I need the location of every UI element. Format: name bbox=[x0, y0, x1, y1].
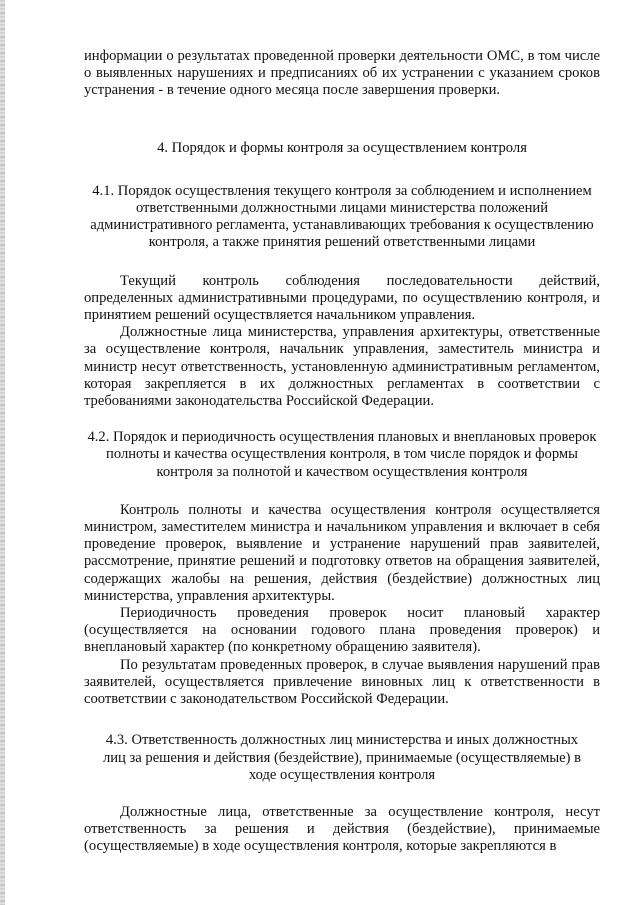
subsection-4-2-heading: 4.2. Порядок и периодичность осуществления плановых и внеплановых проверок полноты и качества осуществления контроля, в том числе порядок и формы контроля за полнотой и качеством осуществления контроля bbox=[87, 429, 597, 480]
intro-paragraph: информации о результатах проведенной проверки деятельности ОМС, в том числе о выявленных нарушениях и предписаниях об их устранении с указанием сроков устранения - в течение одного месяца после завершения проверки. bbox=[84, 48, 600, 99]
scan-edge-artifact bbox=[0, 0, 5, 905]
subsection-4-3-paragraph: Должностные лица, ответственные за осуществление контроля, несут ответственность за решения и действия (бездействие), принимаемые (осуществляемые) в ходе осуществления контроля, которые закрепляются в bbox=[84, 803, 600, 855]
subsection-4-2-paragraph: Контроль полноты и качества осуществления контроля осуществляется министром, заместителем министра и начальником управления и включает в себя проведение проверок, выявление и устранение нарушений прав заявителей, рассмотрение, принятие решений и подготовку ответов на обращения заявителей, содержащих жалобы на решения, действия (бездействие) должностных лиц министерства, управления архитектуры. bbox=[84, 501, 600, 604]
subsection-4-2-paragraph: По результатам проведенных проверок, в случае выявления нарушений прав заявителей, осуществляется привлечение виновных лиц к ответственности в соответствии с законодательством Российской Федерации. bbox=[84, 656, 600, 708]
subsection-4-1-paragraph: Текущий контроль соблюдения последовательности действий, определенных административными процедурами, по осуществлению контроля, и принятием решений осуществляется начальником управления. bbox=[84, 272, 600, 324]
subsection-4-1-paragraph: Должностные лица министерства, управления архитектуры, ответственные за осуществление контроля, начальник управления, заместитель министра и министр несут ответственность, установленную административным регламентом, которая закрепляется в их должностных регламентах в соответствии с требованиями законодательства Российской Федерации. bbox=[84, 324, 600, 410]
subsection-4-2-paragraph: Периодичность проведения проверок носит плановый характер (осуществляется на основании годового плана проведения проверок) и внеплановый характер (по конкретному обращению заявителя). bbox=[84, 605, 600, 656]
subsection-4-3-heading: 4.3. Ответственность должностных лиц министерства и иных должностных лиц за решения и действия (бездействие), принимаемые (осуществляемые) в ходе осуществления контроля bbox=[102, 732, 582, 783]
section-4-heading: 4. Порядок и формы контроля за осуществлением контроля bbox=[157, 139, 527, 156]
document-page bbox=[84, 48, 600, 856]
subsection-4-1-heading: 4.1. Порядок осуществления текущего контроля за соблюдением и исполнением ответственными должностными лицами министерства положений административного регламента, устанавливающих требования к осуществлению контроля, а также принятия решений ответственными лицами bbox=[90, 182, 594, 251]
